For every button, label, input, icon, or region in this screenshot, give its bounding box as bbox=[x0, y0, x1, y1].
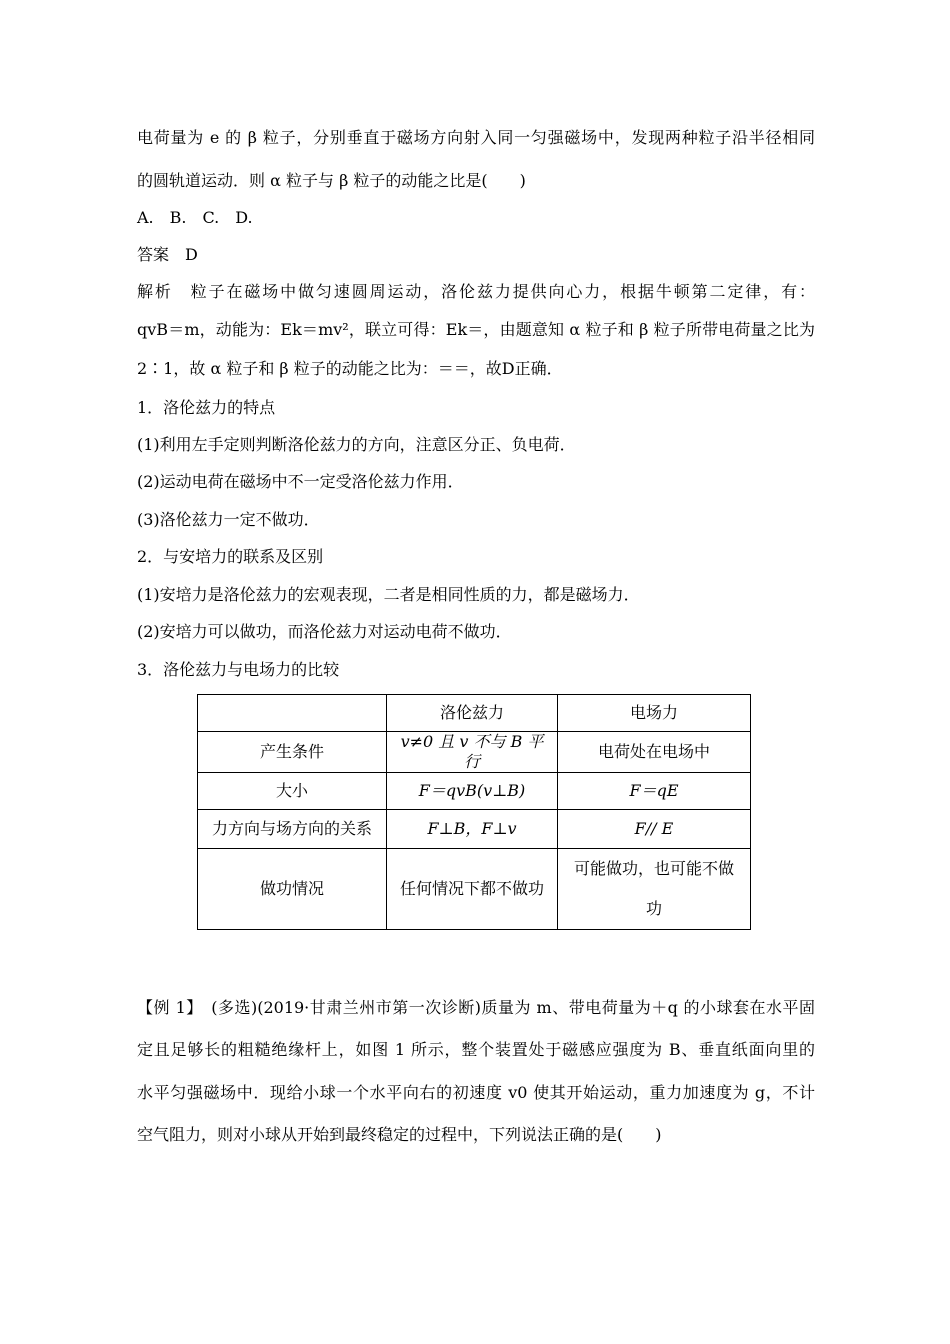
table-cell bbox=[198, 695, 387, 732]
table-cell: 电荷处在电场中 bbox=[558, 732, 751, 773]
table-header-cell: 洛伦兹力 bbox=[387, 695, 558, 732]
question-line-1: 电荷量为 e 的 β 粒子，分别垂直于磁场方向射入同一匀强磁场中，发现两种粒子沿半径相同 bbox=[137, 128, 815, 147]
table-cell: 产生条件 bbox=[198, 732, 387, 773]
table-row bbox=[198, 810, 751, 849]
example-line-4: 空气阻力，则对小球从开始到最终稳定的过程中，下列说法正确的是( ) bbox=[137, 1125, 662, 1144]
point-2-2: (2)安培力可以做功，而洛伦兹力对运动电荷不做功． bbox=[137, 622, 512, 641]
table-row bbox=[198, 849, 751, 930]
table-cell: v≠0 且 v 不与 B 平行 bbox=[387, 732, 558, 773]
example-line-2: 定且足够长的粗糙绝缘杆上，如图 1 所示，整个装置处于磁感应强度为 B、垂直纸面向里的 bbox=[137, 1040, 815, 1059]
point-1-1: (1)利用左手定则判断洛伦兹力的方向，注意区分正、负电荷． bbox=[137, 435, 576, 454]
table-row bbox=[198, 773, 751, 810]
question-line-2: 的圆轨道运动．则 α 粒子与 β 粒子的动能之比是( ) bbox=[137, 171, 526, 190]
table-cell: F＝qE bbox=[558, 773, 751, 810]
point-1-3: (3)洛伦兹力一定不做功． bbox=[137, 510, 320, 529]
table-cell: 大小 bbox=[198, 773, 387, 810]
table-cell: 可能做功，也可能不做功 bbox=[558, 849, 751, 930]
comparison-table bbox=[197, 694, 751, 930]
example-line-3: 水平匀强磁场中．现给小球一个水平向右的初速度 v0 使其开始运动，重力加速度为 g，不计 bbox=[137, 1083, 815, 1102]
table-header-cell: 电场力 bbox=[558, 695, 751, 732]
answer-line: 答案 D bbox=[137, 245, 198, 264]
analysis-line-1: 解析 粒子在磁场中做匀速圆周运动，洛伦兹力提供向心力，根据牛顿第二定律，有： bbox=[137, 282, 815, 301]
point-heading-2: 2．与安培力的联系及区别 bbox=[137, 547, 324, 566]
question-options: A. B. C. D. bbox=[137, 208, 253, 227]
table-row bbox=[198, 732, 751, 773]
point-2-1: (1)安培力是洛伦兹力的宏观表现，二者是相同性质的力，都是磁场力． bbox=[137, 585, 640, 604]
table-cell: F// E bbox=[558, 810, 751, 849]
point-heading-1: 1．洛伦兹力的特点 bbox=[137, 398, 276, 417]
table-row bbox=[198, 695, 751, 732]
point-1-2: (2)运动电荷在磁场中不一定受洛伦兹力作用． bbox=[137, 472, 464, 491]
analysis-line-2: qvB＝m，动能为：Ek＝mv²，联立可得：Ek＝，由题意知 α 粒子和 β 粒子所带电荷量之比为 bbox=[137, 320, 815, 339]
table-cell: 做功情况 bbox=[198, 849, 387, 930]
analysis-line-3: 2∶1，故 α 粒子和 β 粒子的动能之比为：＝＝，故D正确． bbox=[137, 359, 563, 378]
example-line-1: 【例 1】 (多选)(2019·甘肃兰州市第一次诊断)质量为 m、带电荷量为＋q 的小球套在水平固 bbox=[137, 998, 815, 1017]
point-heading-3: 3．洛伦兹力与电场力的比较 bbox=[137, 660, 340, 679]
table-cell: F⊥B，F⊥v bbox=[387, 810, 558, 849]
table-cell: 力方向与场方向的关系 bbox=[198, 810, 387, 849]
table-cell: 任何情况下都不做功 bbox=[387, 849, 558, 930]
table-cell: F＝qvB(v⊥B) bbox=[387, 773, 558, 810]
